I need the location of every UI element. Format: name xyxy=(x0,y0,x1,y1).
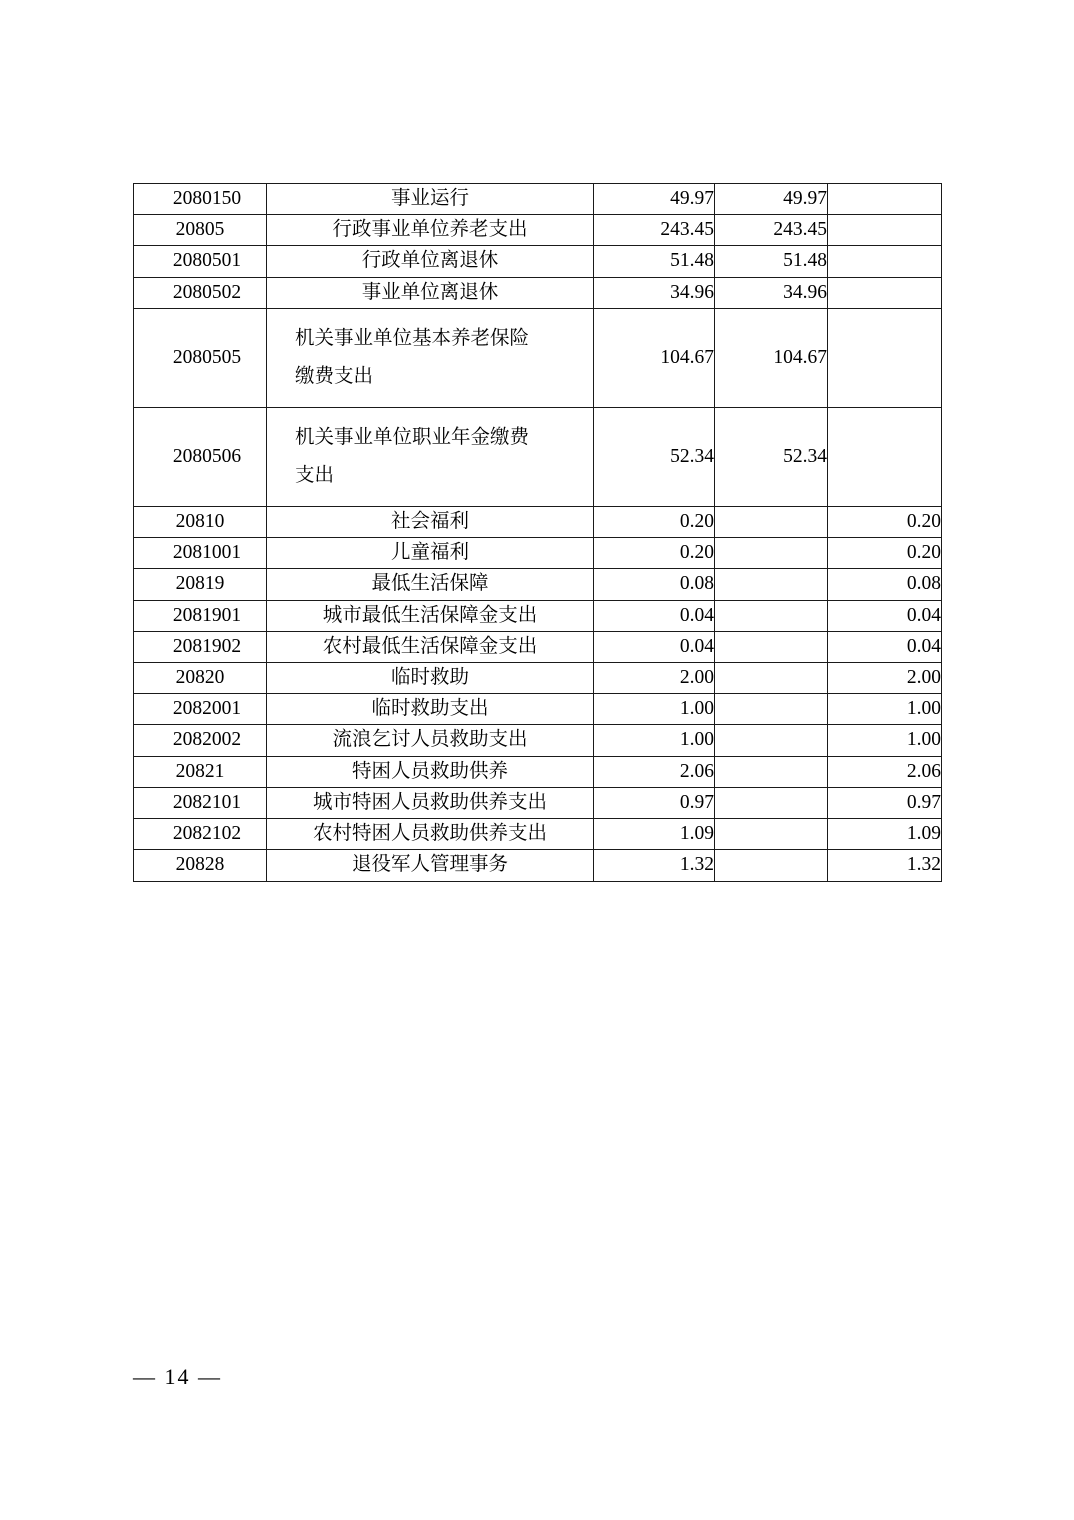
cell-amount-a: 243.45 xyxy=(715,215,828,246)
table-row xyxy=(134,756,942,787)
cell-total-amount: 2.06 xyxy=(594,756,715,787)
cell-total-amount: 2.00 xyxy=(594,662,715,693)
page-number: — 14 — xyxy=(133,1364,222,1389)
cell-item-name: 城市最低生活保障金支出 xyxy=(267,600,594,631)
cell-budget-code: 2080150 xyxy=(134,184,267,215)
cell-amount-b: 1.00 xyxy=(828,725,942,756)
cell-item-name xyxy=(267,407,594,506)
cell-total-amount: 0.97 xyxy=(594,787,715,818)
cell-budget-code: 2080505 xyxy=(134,308,267,407)
table-row xyxy=(134,569,942,600)
cell-total-amount: 0.04 xyxy=(594,600,715,631)
cell-total-amount: 49.97 xyxy=(594,184,715,215)
table-row xyxy=(134,819,942,850)
cell-amount-b xyxy=(828,184,942,215)
cell-amount-a: 52.34 xyxy=(715,407,828,506)
table-row xyxy=(134,215,942,246)
table-row xyxy=(134,506,942,537)
cell-amount-a xyxy=(715,662,828,693)
cell-amount-b xyxy=(828,308,942,407)
cell-item-name-line: 机关事业单位职业年金缴费 xyxy=(295,426,530,448)
cell-item-name: 事业单位离退休 xyxy=(267,277,594,308)
cell-item-name xyxy=(267,308,594,407)
cell-item-name: 临时救助支出 xyxy=(267,694,594,725)
cell-item-name-line: 缴费支出 xyxy=(295,365,374,387)
cell-total-amount: 243.45 xyxy=(594,215,715,246)
cell-amount-b xyxy=(828,277,942,308)
cell-item-name: 临时救助 xyxy=(267,662,594,693)
cell-item-name: 农村特困人员救助供养支出 xyxy=(267,819,594,850)
cell-budget-code: 2080506 xyxy=(134,407,267,506)
cell-budget-code: 20819 xyxy=(134,569,267,600)
cell-total-amount: 0.20 xyxy=(594,506,715,537)
cell-budget-code: 2081901 xyxy=(134,600,267,631)
cell-amount-b: 2.06 xyxy=(828,756,942,787)
cell-item-name: 事业运行 xyxy=(267,184,594,215)
cell-budget-code: 20820 xyxy=(134,662,267,693)
table-row xyxy=(134,407,942,506)
cell-amount-b xyxy=(828,215,942,246)
table-row xyxy=(134,277,942,308)
cell-amount-b: 0.97 xyxy=(828,787,942,818)
table-row xyxy=(134,538,942,569)
cell-amount-a xyxy=(715,506,828,537)
cell-total-amount: 0.08 xyxy=(594,569,715,600)
table-row xyxy=(134,600,942,631)
cell-amount-a xyxy=(715,787,828,818)
cell-total-amount: 1.00 xyxy=(594,694,715,725)
table-row xyxy=(134,694,942,725)
cell-budget-code: 2081902 xyxy=(134,631,267,662)
cell-budget-code: 20810 xyxy=(134,506,267,537)
table-row xyxy=(134,308,942,407)
cell-amount-b: 1.00 xyxy=(828,694,942,725)
cell-item-name: 社会福利 xyxy=(267,506,594,537)
cell-amount-b xyxy=(828,246,942,277)
cell-total-amount: 52.34 xyxy=(594,407,715,506)
cell-amount-a xyxy=(715,569,828,600)
cell-budget-code: 2082102 xyxy=(134,819,267,850)
table-row xyxy=(134,246,942,277)
cell-total-amount: 1.32 xyxy=(594,850,715,881)
cell-amount-a xyxy=(715,538,828,569)
cell-amount-a xyxy=(715,819,828,850)
cell-amount-a xyxy=(715,631,828,662)
cell-total-amount: 0.20 xyxy=(594,538,715,569)
cell-budget-code: 20805 xyxy=(134,215,267,246)
cell-budget-code: 2082101 xyxy=(134,787,267,818)
cell-amount-b: 0.08 xyxy=(828,569,942,600)
table-row xyxy=(134,631,942,662)
cell-budget-code: 2080502 xyxy=(134,277,267,308)
cell-amount-a xyxy=(715,725,828,756)
cell-amount-a: 49.97 xyxy=(715,184,828,215)
cell-total-amount: 0.04 xyxy=(594,631,715,662)
cell-item-name-line: 机关事业单位基本养老保险 xyxy=(295,327,530,349)
cell-total-amount: 104.67 xyxy=(594,308,715,407)
cell-item-name: 行政事业单位养老支出 xyxy=(267,215,594,246)
cell-amount-b: 0.04 xyxy=(828,600,942,631)
cell-budget-code: 20828 xyxy=(134,850,267,881)
cell-amount-a xyxy=(715,694,828,725)
table-row xyxy=(134,787,942,818)
cell-amount-b: 0.20 xyxy=(828,538,942,569)
cell-item-name: 退役军人管理事务 xyxy=(267,850,594,881)
cell-amount-a: 51.48 xyxy=(715,246,828,277)
cell-item-name: 流浪乞讨人员救助支出 xyxy=(267,725,594,756)
table-row xyxy=(134,850,942,881)
cell-budget-code: 2080501 xyxy=(134,246,267,277)
cell-total-amount: 1.09 xyxy=(594,819,715,850)
table-row xyxy=(134,662,942,693)
cell-amount-b: 1.32 xyxy=(828,850,942,881)
cell-budget-code: 20821 xyxy=(134,756,267,787)
cell-item-name: 最低生活保障 xyxy=(267,569,594,600)
cell-amount-b: 0.20 xyxy=(828,506,942,537)
cell-amount-a xyxy=(715,756,828,787)
cell-total-amount: 51.48 xyxy=(594,246,715,277)
cell-item-name: 行政单位离退休 xyxy=(267,246,594,277)
table-row xyxy=(134,725,942,756)
budget-expenditure-table xyxy=(133,183,942,882)
cell-item-name: 城市特困人员救助供养支出 xyxy=(267,787,594,818)
cell-amount-a: 104.67 xyxy=(715,308,828,407)
cell-amount-b: 2.00 xyxy=(828,662,942,693)
cell-item-name: 特困人员救助供养 xyxy=(267,756,594,787)
cell-total-amount: 34.96 xyxy=(594,277,715,308)
table-body xyxy=(134,184,942,882)
cell-amount-b: 0.04 xyxy=(828,631,942,662)
cell-budget-code: 2082001 xyxy=(134,694,267,725)
cell-amount-b: 1.09 xyxy=(828,819,942,850)
cell-budget-code: 2082002 xyxy=(134,725,267,756)
cell-amount-a xyxy=(715,850,828,881)
cell-amount-a: 34.96 xyxy=(715,277,828,308)
cell-item-name-line: 支出 xyxy=(295,464,335,486)
table-row xyxy=(134,184,942,215)
cell-amount-b xyxy=(828,407,942,506)
cell-item-name: 儿童福利 xyxy=(267,538,594,569)
cell-item-name: 农村最低生活保障金支出 xyxy=(267,631,594,662)
cell-total-amount: 1.00 xyxy=(594,725,715,756)
cell-budget-code: 2081001 xyxy=(134,538,267,569)
cell-amount-a xyxy=(715,600,828,631)
